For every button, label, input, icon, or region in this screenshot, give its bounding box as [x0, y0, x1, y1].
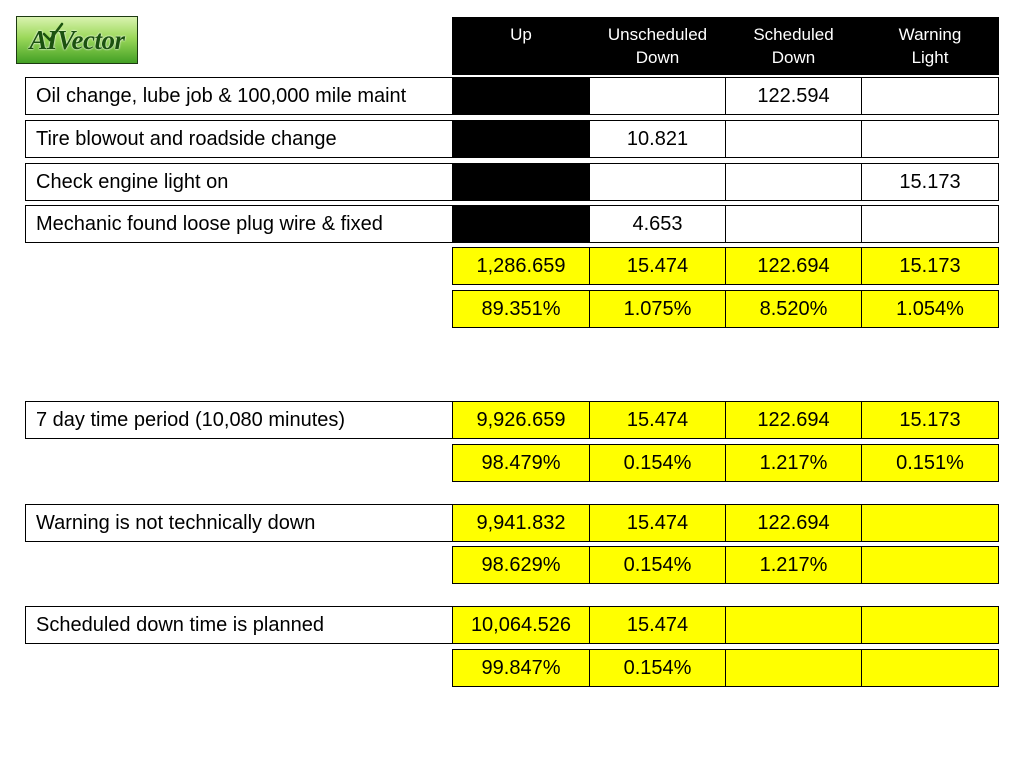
scheduled-down-cell — [725, 205, 862, 243]
scheduled-down-cell: 122.594 — [725, 77, 862, 115]
table-row-tire-blowout — [25, 120, 999, 158]
warning-light-cell: 1.054% — [861, 290, 999, 328]
header-warning-light: Warning Light — [861, 17, 999, 75]
percentage-row — [452, 444, 999, 482]
logo — [16, 16, 138, 64]
table-row-oil-change — [25, 77, 999, 115]
up-cell: 98.479% — [452, 444, 590, 482]
scenario-label: Warning is not technically down — [25, 504, 453, 542]
scheduled-down-cell: 122.694 — [725, 247, 862, 285]
warning-light-cell — [861, 77, 999, 115]
table-row-loose-plug-wire — [25, 205, 999, 243]
unscheduled-down-cell: 4.653 — [589, 205, 726, 243]
scheduled-down-cell: 1.217% — [725, 546, 862, 584]
table-row-warning-not-down — [25, 504, 999, 542]
table-row-check-engine — [25, 163, 999, 201]
event-label: Oil change, lube job & 100,000 mile maint — [25, 77, 453, 115]
warning-light-cell: 0.151% — [861, 444, 999, 482]
up-cell: 99.847% — [452, 649, 590, 687]
unscheduled-down-cell: 10.821 — [589, 120, 726, 158]
event-label: Tire blowout and roadside change — [25, 120, 453, 158]
unscheduled-down-cell: 15.474 — [589, 401, 726, 439]
warning-light-cell: 15.173 — [861, 163, 999, 201]
event-label: Mechanic found loose plug wire & fixed — [25, 205, 453, 243]
up-cell — [452, 163, 590, 201]
up-cell: 9,941.832 — [452, 504, 590, 542]
header-up: Up — [452, 17, 590, 75]
unscheduled-down-cell: 0.154% — [589, 649, 726, 687]
unscheduled-down-cell: 1.075% — [589, 290, 726, 328]
up-cell: 9,926.659 — [452, 401, 590, 439]
up-cell: 1,286.659 — [452, 247, 590, 285]
up-cell: 98.629% — [452, 546, 590, 584]
totals-row — [452, 247, 999, 285]
scenario-label: Scheduled down time is planned — [25, 606, 453, 644]
event-label: Check engine light on — [25, 163, 453, 201]
warning-light-cell — [861, 546, 999, 584]
warning-light-cell: 15.173 — [861, 247, 999, 285]
up-cell — [452, 205, 590, 243]
unscheduled-down-cell — [589, 163, 726, 201]
warning-light-cell — [861, 120, 999, 158]
warning-light-cell: 15.173 — [861, 401, 999, 439]
unscheduled-down-cell: 15.474 — [589, 606, 726, 644]
warning-light-cell — [861, 606, 999, 644]
warning-light-cell — [861, 504, 999, 542]
unscheduled-down-cell: 0.154% — [589, 444, 726, 482]
scheduled-down-cell — [725, 120, 862, 158]
up-cell — [452, 120, 590, 158]
percentage-row — [452, 546, 999, 584]
unscheduled-down-cell: 15.474 — [589, 247, 726, 285]
scheduled-down-cell: 122.694 — [725, 401, 862, 439]
scheduled-down-cell: 122.694 — [725, 504, 862, 542]
percentage-row — [452, 649, 999, 687]
up-cell — [452, 77, 590, 115]
warning-light-cell — [861, 649, 999, 687]
scheduled-down-cell — [725, 163, 862, 201]
checkmark-icon — [41, 21, 65, 43]
header-unscheduled-down: Unscheduled Down — [589, 17, 726, 75]
header-scheduled-down: Scheduled Down — [725, 17, 862, 75]
scheduled-down-cell: 1.217% — [725, 444, 862, 482]
unscheduled-down-cell: 0.154% — [589, 546, 726, 584]
unscheduled-down-cell: 15.474 — [589, 504, 726, 542]
scenario-label: 7 day time period (10,080 minutes) — [25, 401, 453, 439]
warning-light-cell — [861, 205, 999, 243]
logo-text: AIVector — [29, 24, 125, 55]
up-cell: 89.351% — [452, 290, 590, 328]
table-row-scheduled-planned — [25, 606, 999, 644]
unscheduled-down-cell — [589, 77, 726, 115]
up-cell: 10,064.526 — [452, 606, 590, 644]
table-row-7-day-period — [25, 401, 999, 439]
scheduled-down-cell — [725, 649, 862, 687]
scheduled-down-cell: 8.520% — [725, 290, 862, 328]
scheduled-down-cell — [725, 606, 862, 644]
percentage-row — [452, 290, 999, 328]
table-header — [452, 17, 999, 75]
